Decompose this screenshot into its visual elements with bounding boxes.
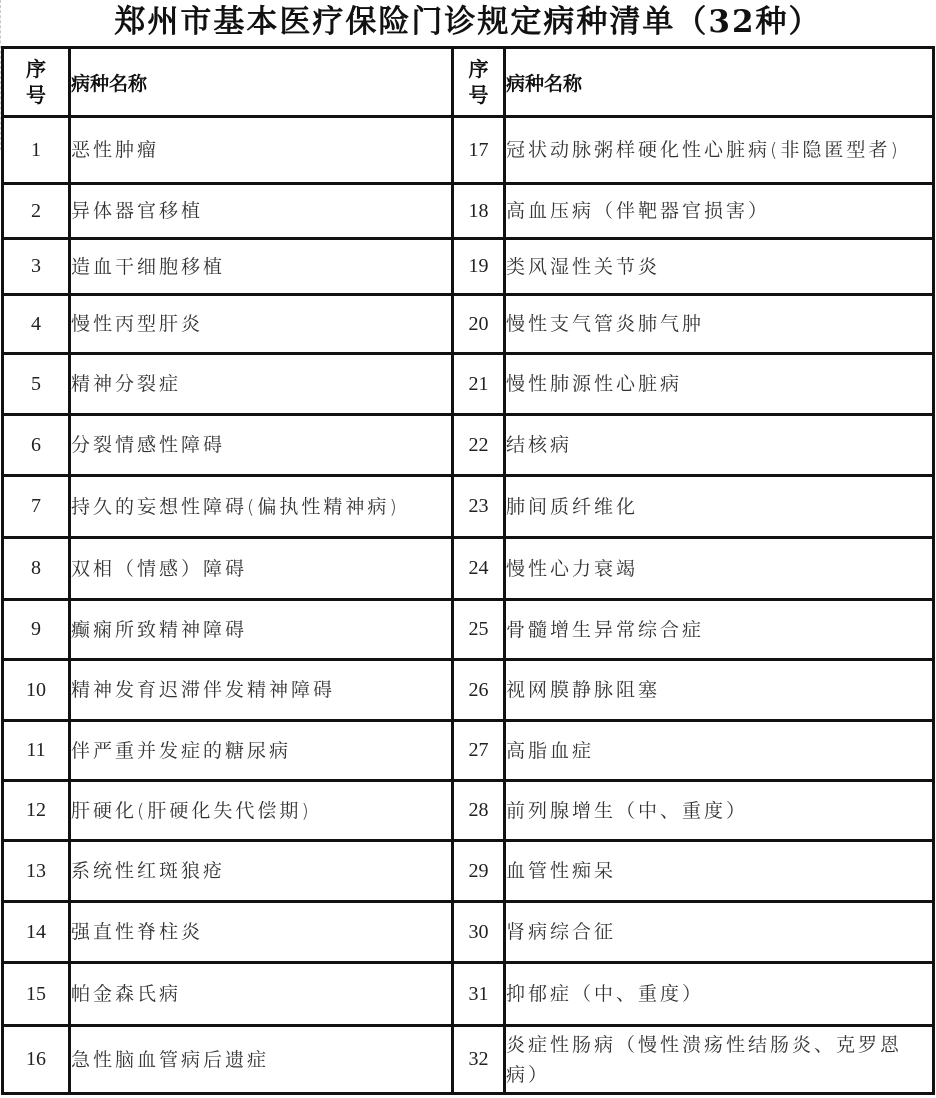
left-number-cell: 1 <box>3 117 70 184</box>
left-disease-name-cell: 强直性脊柱炎 <box>70 902 453 963</box>
left-disease-name-cell: 急性脑血管病后遗症 <box>70 1026 453 1094</box>
header-num-line1: 序 <box>26 57 46 81</box>
right-number-cell: 29 <box>453 841 505 902</box>
table-row <box>3 841 934 902</box>
left-disease-name-cell: 慢性丙型肝炎 <box>70 295 453 354</box>
left-number-cell: 14 <box>3 902 70 963</box>
right-number-cell: 21 <box>453 354 505 415</box>
left-disease-name-cell: 造血干细胞移植 <box>70 239 453 295</box>
table-row <box>3 295 934 354</box>
left-disease-name-cell: 帕金森氏病 <box>70 963 453 1026</box>
right-number-cell: 17 <box>453 117 505 184</box>
left-disease-name-cell: 恶性肿瘤 <box>70 117 453 184</box>
left-number-cell: 16 <box>3 1026 70 1094</box>
left-disease-name-cell: 肝硬化(肝硬化失代偿期) <box>70 781 453 841</box>
right-disease-name-cell: 肺间质纤维化 <box>505 476 934 538</box>
right-disease-name-cell: 结核病 <box>505 415 934 476</box>
table-row <box>3 781 934 841</box>
left-number-cell: 13 <box>3 841 70 902</box>
right-number-cell: 30 <box>453 902 505 963</box>
right-number-cell: 23 <box>453 476 505 538</box>
table-row <box>3 239 934 295</box>
right-disease-name-cell: 炎症性肠病（慢性溃疡性结肠炎、克罗恩病） <box>505 1026 934 1094</box>
column-header-number-left <box>3 48 70 117</box>
left-number-cell: 7 <box>3 476 70 538</box>
left-disease-name-cell: 异体器官移植 <box>70 184 453 239</box>
header-num-line1: 序 <box>468 57 489 81</box>
left-number-cell: 3 <box>3 239 70 295</box>
table-row <box>3 902 934 963</box>
left-disease-name-cell: 双相（情感）障碍 <box>70 538 453 600</box>
right-number-cell: 31 <box>453 963 505 1026</box>
column-header-disease-name-left: 病种名称 <box>70 48 453 117</box>
right-number-cell: 27 <box>453 721 505 781</box>
right-disease-name-cell: 慢性肺源性心脏病 <box>505 354 934 415</box>
right-disease-name-cell: 高脂血症 <box>505 721 934 781</box>
left-number-cell: 6 <box>3 415 70 476</box>
right-disease-name-cell: 骨髓增生异常综合症 <box>505 600 934 660</box>
left-number-cell: 10 <box>3 660 70 721</box>
left-number-cell: 4 <box>3 295 70 354</box>
table-row <box>3 721 934 781</box>
right-disease-name-cell: 肾病综合征 <box>505 902 934 963</box>
right-disease-name-cell: 前列腺增生（中、重度） <box>505 781 934 841</box>
column-header-disease-name-right: 病种名称 <box>505 48 934 117</box>
right-number-cell: 22 <box>453 415 505 476</box>
right-disease-name-cell: 类风湿性关节炎 <box>505 239 934 295</box>
right-number-cell: 32 <box>453 1026 505 1094</box>
left-disease-name-cell: 精神分裂症 <box>70 354 453 415</box>
left-number-cell: 12 <box>3 781 70 841</box>
left-disease-name-cell: 持久的妄想性障碍(偏执性精神病) <box>70 476 453 538</box>
right-number-cell: 25 <box>453 600 505 660</box>
right-disease-name-cell: 高血压病（伴靶器官损害） <box>505 184 934 239</box>
header-num-line2: 号 <box>468 83 489 107</box>
column-header-number-right <box>453 48 505 117</box>
right-number-cell: 18 <box>453 184 505 239</box>
left-number-cell: 5 <box>3 354 70 415</box>
right-number-cell: 26 <box>453 660 505 721</box>
table-row <box>3 476 934 538</box>
right-disease-name-cell: 慢性心力衰竭 <box>505 538 934 600</box>
left-number-cell: 11 <box>3 721 70 781</box>
left-disease-name-cell: 分裂情感性障碍 <box>70 415 453 476</box>
table-row <box>3 1026 934 1094</box>
table-row <box>3 660 934 721</box>
table-row <box>3 538 934 600</box>
left-disease-name-cell: 伴严重并发症的糖尿病 <box>70 721 453 781</box>
header-num-line2: 号 <box>26 83 46 107</box>
table-row <box>3 415 934 476</box>
right-number-cell: 20 <box>453 295 505 354</box>
right-number-cell: 24 <box>453 538 505 600</box>
left-number-cell: 9 <box>3 600 70 660</box>
right-disease-name-cell: 视网膜静脉阻塞 <box>505 660 934 721</box>
left-disease-name-cell: 精神发育迟滞伴发精神障碍 <box>70 660 453 721</box>
table-row <box>3 600 934 660</box>
table-header-row <box>3 48 934 117</box>
right-disease-name-cell: 冠状动脉粥样硬化性心脏病(非隐匿型者) <box>505 117 934 184</box>
left-number-cell: 8 <box>3 538 70 600</box>
right-disease-name-cell: 血管性痴呆 <box>505 841 934 902</box>
document-title: 郑州市基本医疗保险门诊规定病种清单（32种） <box>114 4 822 40</box>
left-number-cell: 2 <box>3 184 70 239</box>
right-number-cell: 19 <box>453 239 505 295</box>
table-row <box>3 117 934 184</box>
table-row <box>3 354 934 415</box>
right-number-cell: 28 <box>453 781 505 841</box>
left-disease-name-cell: 癫痫所致精神障碍 <box>70 600 453 660</box>
left-number-cell: 15 <box>3 963 70 1026</box>
right-disease-name-cell: 慢性支气管炎肺气肿 <box>505 295 934 354</box>
left-disease-name-cell: 系统性红斑狼疮 <box>70 841 453 902</box>
right-disease-name-cell: 抑郁症（中、重度） <box>505 963 934 1026</box>
table-row <box>3 963 934 1026</box>
disease-list-table <box>1 46 935 1095</box>
table-row <box>3 184 934 239</box>
